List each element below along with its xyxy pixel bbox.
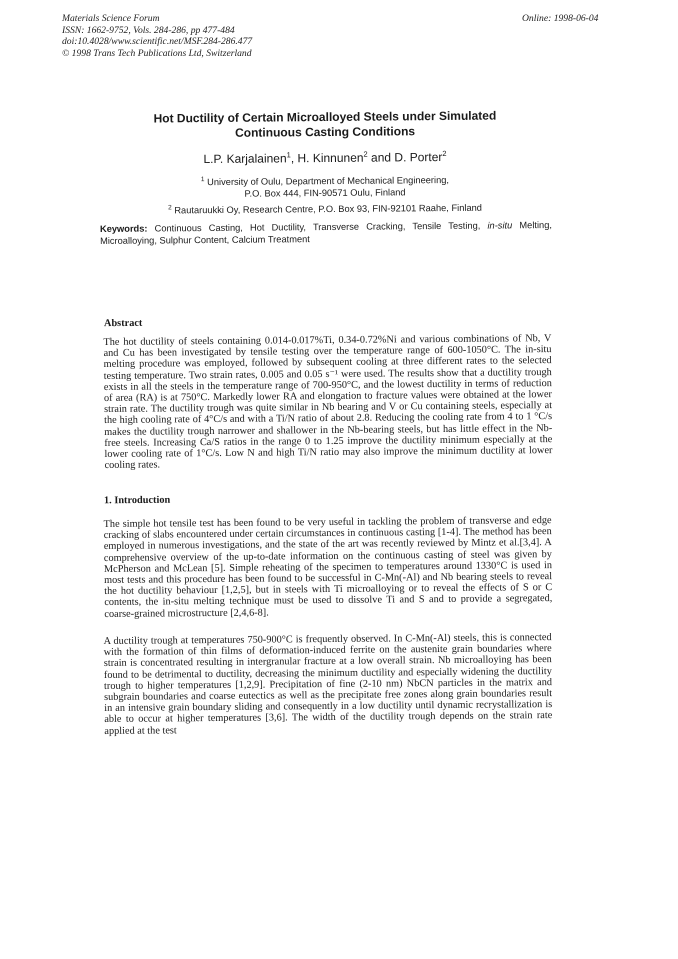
- paper-title: [100, 108, 550, 142]
- affiliation-1-line-2: P.O. Box 444, FIN-90571 Oulu, Finland: [244, 186, 406, 199]
- online-date: Online: 1998-06-04: [522, 13, 599, 24]
- journal-name: Materials Science Forum: [62, 13, 160, 24]
- introduction-paragraph-2: A ductility trough at temperatures 750-900°C is frequently observed. In C-Mn(-Al) steels, this is connected with the formation of thin films of deformation-induced ferrite on the austenite grain boundaries where strain is concentrated resulting in intergranular fracture at a low overall strain. Nb microalloying has been found to be detrimental to ductility, decreasing the minimum ductility and especially widening the ductility trough to higher temperatures [1,2,9]. Precipitation of fine (2-10 nm) NbCN particles in the matrix and subgrain boundaries and coarse eutectics as well as the precipitate free zones along grain boundaries result in an intensive grain boundary sliding and consequently in a low ductility until dynamic recrystallization is able to occur at higher temperatures [3,6]. The width of the ductility trough depends on the strain rate applied at the test: [103, 632, 553, 737]
- author-list: [100, 148, 550, 167]
- affiliation-1: [100, 171, 550, 201]
- author-affil-mark: 2: [442, 148, 447, 158]
- introduction-heading: 1. Introduction: [103, 494, 171, 507]
- author-separator: and: [367, 150, 395, 165]
- affiliation-mark: 1: [200, 176, 205, 184]
- author-kinnunen: H. Kinnunen: [297, 150, 364, 166]
- affiliation-2-line-1: Rautaruukki Oy, Research Centre, P.O. Box 93, FIN-92101 Raahe, Finland: [174, 202, 482, 216]
- affiliation-mark: 2: [168, 204, 172, 212]
- affiliation-1-line-1: University of Oulu, Department of Mechanical Engineering,: [207, 175, 450, 188]
- keywords-italic: in-situ: [487, 220, 513, 231]
- keywords-text-1: Continuous Casting, Hot Ductility, Transverse Cracking, Tensile Testing,: [154, 220, 481, 234]
- author-porter: D. Porter: [394, 149, 443, 165]
- doi-line: doi:10.4028/www.scientific.net/MSF.284-286.477: [62, 36, 253, 48]
- copyright-line: © 1998 Trans Tech Publications Ltd, Switzerland: [62, 47, 252, 59]
- affiliation-2: [100, 199, 550, 218]
- keywords-label: Keywords:: [99, 223, 148, 234]
- issn-line: ISSN: 1662-9752, Vols. 284-286, pp 477-484: [62, 24, 235, 36]
- abstract-body: The hot ductility of steels containing 0.014-0.017%Ti, 0.34-0.72%Ni and various combinations of Nb, V and Cu has been investigated by tensile testing over the temperature range of 600-1050°C. The in-situ melting procedure was employed, followed by subsequent cooling at three different rates to the selected testing temperature. Two strain rates, 0.005 and 0.05 s⁻¹ were used. The results show that a ductility trough exists in all the steels in the temperature range of 700-950°C, and the lowest ductility in terms of reduction of area (RA) is at 750°C. Markedly lower RA and elongation to fracture values were obtained at the lower strain rate. The ductility trough was quite similar in Nb bearing and V or Cu containing steels, especially at the high cooling rate of 4°C/s and with a Ti/N ratio of about 2.8. Reducing the cooling rate from 4 to 1 °C/s makes the ductility trough narrower and shallower in the Nb-bearing steels, but has little effect in the Nb-free steels. Increasing Ca/S ratios in the range 0 to 1.25 improve the ductility minimum especially at the lower cooling rate of 1°C/s. Low N and high Ti/N ratio may also improve the minimum ductility at lower cooling rates.: [103, 333, 553, 472]
- keywords-text-2: Melting, Microalloying, Sulphur Content, Calcium Treatment: [100, 220, 552, 246]
- title-line-2: Continuous Casting Conditions: [235, 124, 416, 140]
- title-line-1: Hot Ductility of Certain Microalloyed Steels under Simulated: [153, 108, 497, 126]
- author-affil-mark: 2: [363, 149, 368, 159]
- keywords: [100, 220, 552, 247]
- author-separator: ,: [290, 151, 298, 166]
- journal-metadata: [62, 13, 252, 59]
- author-affil-mark: 1: [286, 150, 291, 160]
- introduction-paragraph-1: The simple hot tensile test has been found to be very useful in tackling the problem of transverse and edge cracking of slabs encountered under certain circumstances in continuous casting [1-4]. The method has been employed in numerous investigations, and the state of the art was recently reviewed by Mintz et al.[3,4]. A comprehensive overview of the up-to-date information on the continuous casting of steel was given by McPherson and McLean [5]. Simple reheating of the specimen to temperatures around 1330°C is used in most tests and this procedure has been found to be successful in C-Mn(-Al) and Nb bearing steels to reveal the hot ductility behaviour [1,2,5], but in steels with Ti microalloying or to reveal the effects of S or C contents, the in-situ melting technique must be used to dissolve Ti and S and to provide a segregated, coarse-grained microstructure [2,4,6-8].: [103, 515, 553, 620]
- abstract-heading: Abstract: [103, 317, 143, 330]
- author-karjalainen: L.P. Karjalainen: [203, 151, 287, 167]
